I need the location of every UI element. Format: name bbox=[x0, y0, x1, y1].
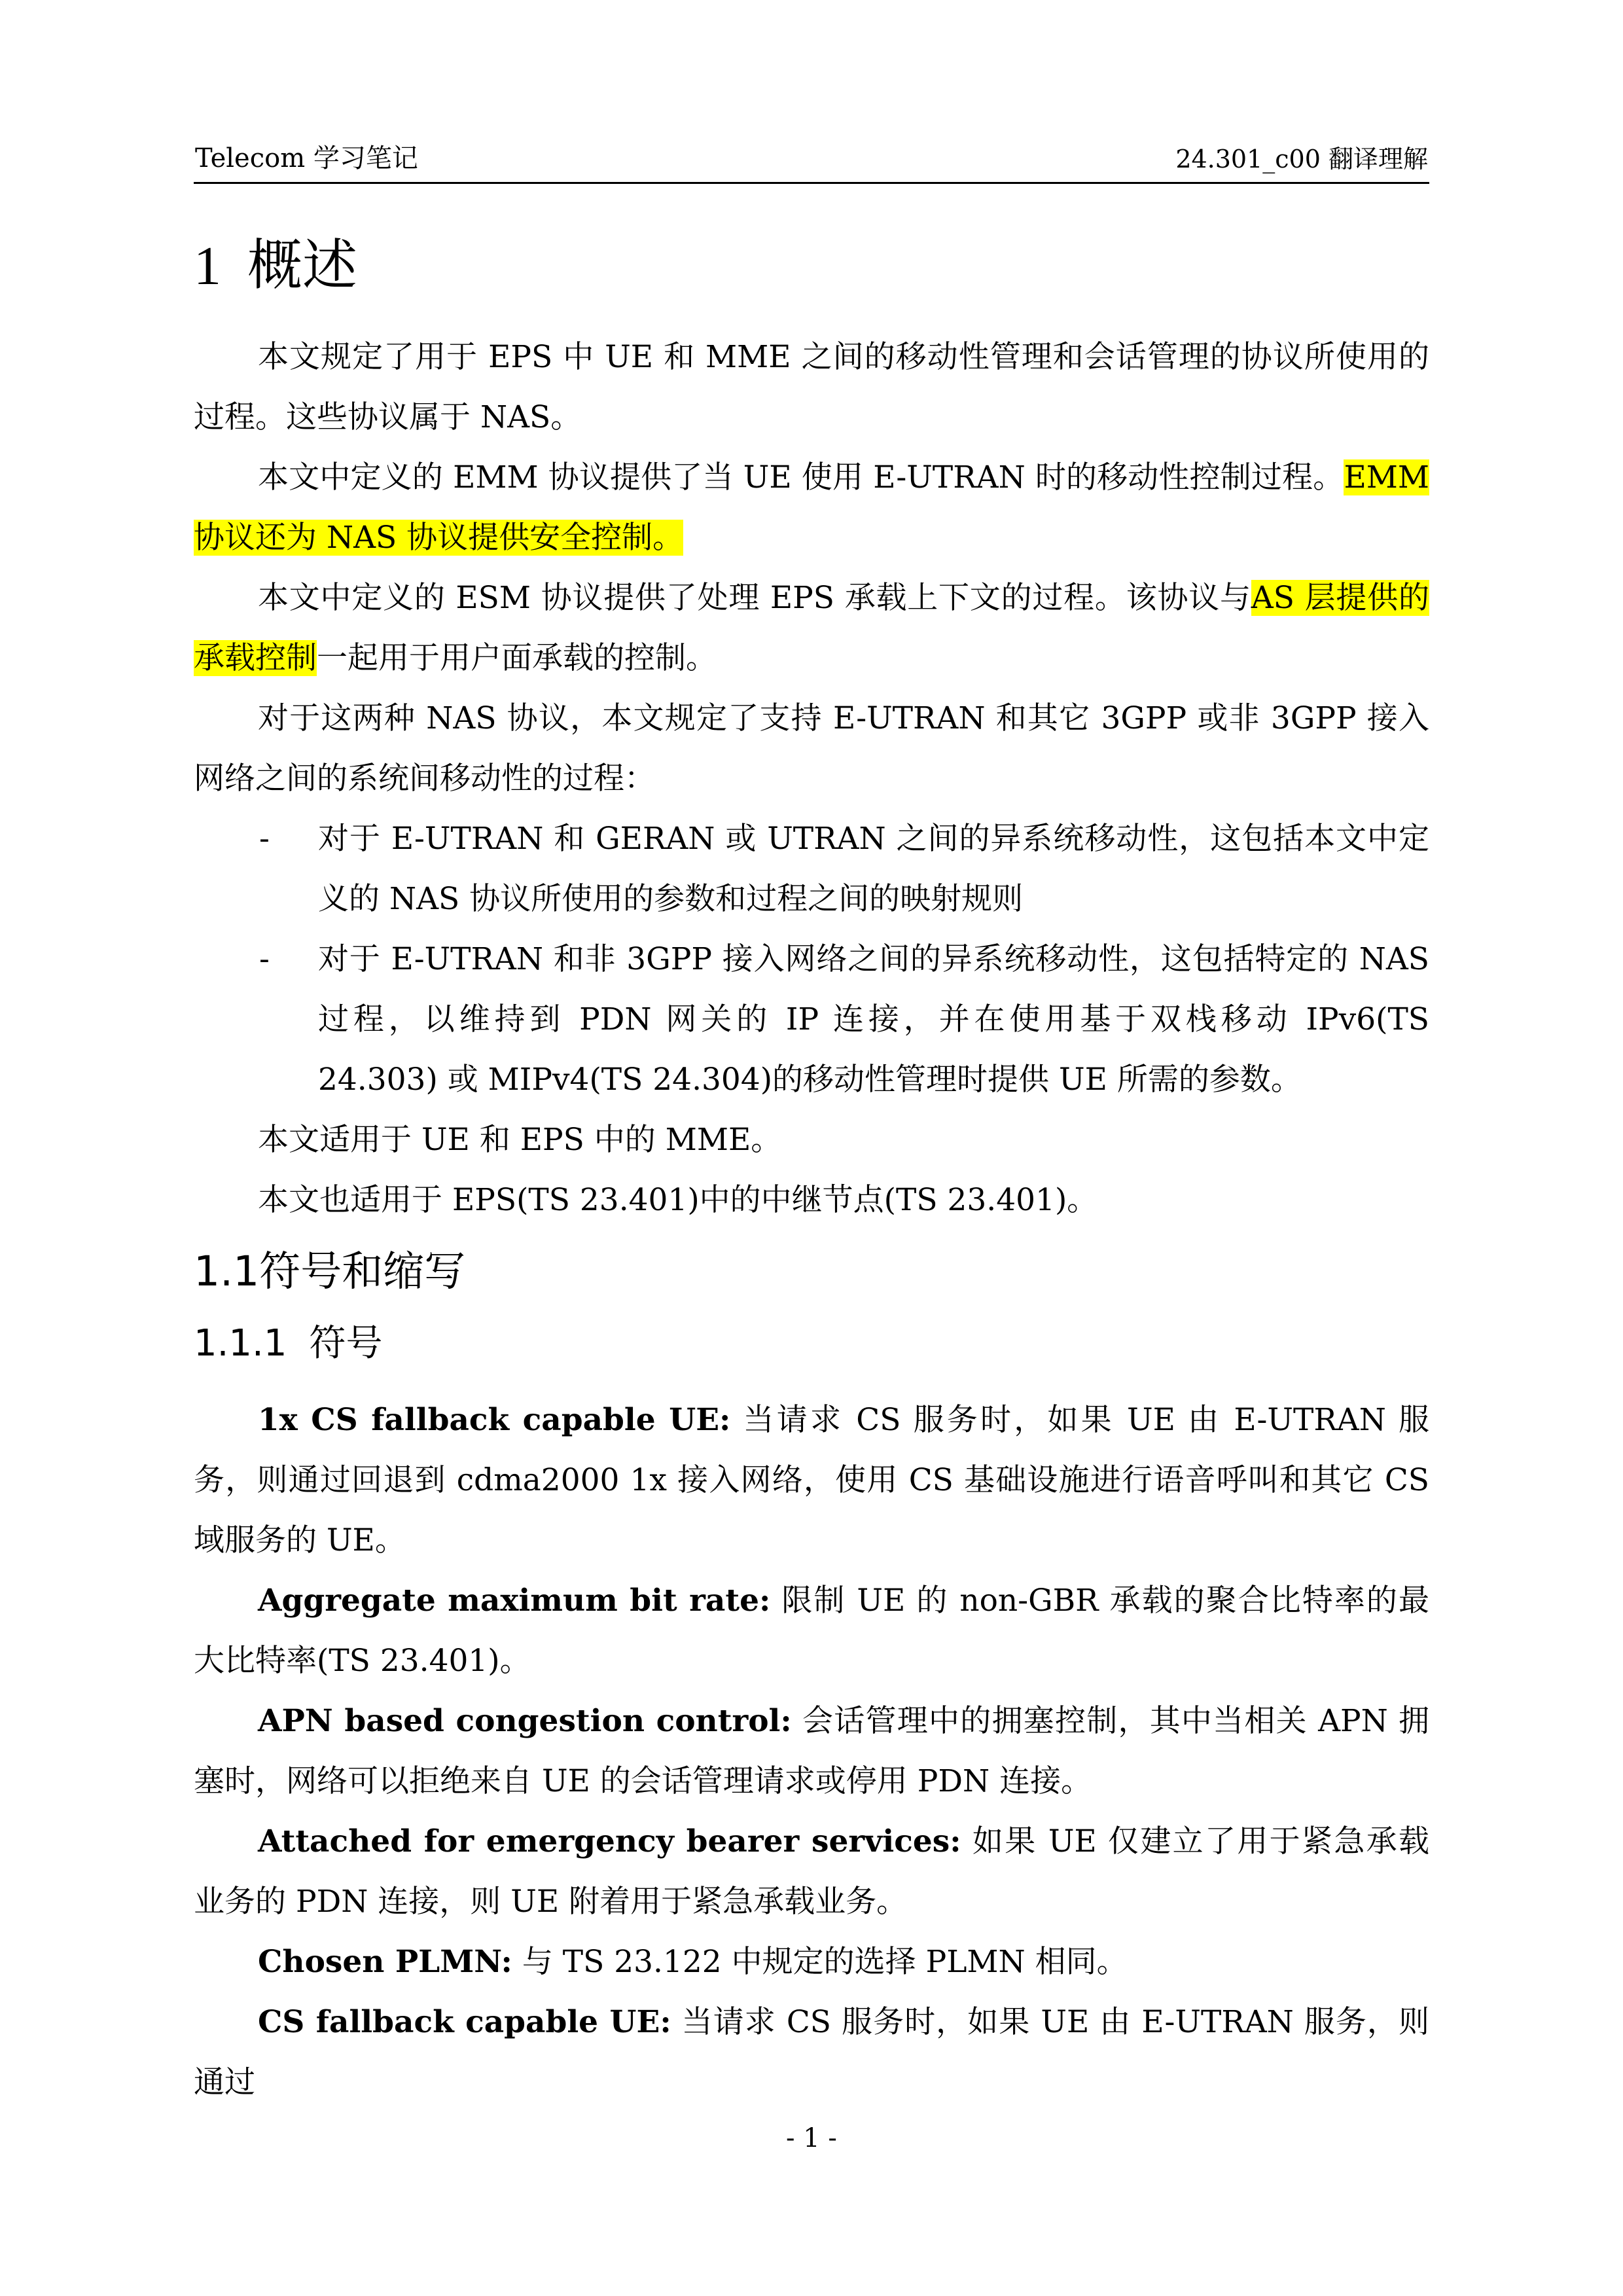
list-item bbox=[194, 809, 1429, 929]
definition-text: 会话管理中的拥塞控制，其中当相关 APN 拥塞时，网络可以拒绝来自 UE 的会话管理请求或停用 PDN 连接。 bbox=[194, 1703, 1429, 1799]
list-item-text: 对于 E-UTRAN 和 GERAN 或 UTRAN 之间的异系统移动性，这包括本文中定义的 NAS 协议所使用的参数和过程之间的映射规则 bbox=[318, 821, 1429, 917]
definition-item bbox=[194, 1691, 1429, 1812]
definition-item bbox=[194, 1812, 1429, 1932]
dash-bullet: - bbox=[259, 821, 270, 857]
section-title: 符号 bbox=[309, 1322, 383, 1365]
definition-term: Attached for emergency bearer services: bbox=[258, 1823, 961, 1859]
page-header bbox=[194, 130, 1429, 184]
list-item bbox=[194, 929, 1429, 1110]
definition-item bbox=[194, 1390, 1429, 1571]
applies-paragraph-1: 本文适用于 UE 和 EPS 中的 MME。 bbox=[258, 1122, 782, 1158]
definition-text: 当请求 CS 服务时，如果 UE 由 E-UTRAN 服务，则通过 bbox=[194, 2004, 1429, 2100]
esm-text-after: 一起用于用户面承载的控制。 bbox=[317, 640, 717, 676]
definition-text: 与 TS 23.122 中规定的选择 PLMN 相同。 bbox=[512, 1944, 1128, 1980]
esm-text-before: 本文中定义的 ESM 协议提供了处理 EPS 承载上下文的过程。该协议与 bbox=[258, 580, 1251, 616]
definition-term: Chosen PLMN: bbox=[258, 1944, 512, 1980]
chapter-heading bbox=[194, 216, 1429, 314]
emm-highlight: EMM 协议还为 NAS 协议提供安全控制。 bbox=[194, 459, 1429, 556]
esm-paragraph bbox=[194, 568, 1429, 689]
definition-term: APN based congestion control: bbox=[258, 1703, 792, 1739]
list-item-text: 对于 E-UTRAN 和非 3GPP 接入网络之间的异系统移动性，这包括特定的 NAS 过程，以维持到 PDN 网关的 IP 连接，并在使用基于双栈移动 IPv6(TS 24.303) 或 MIPv4(TS 24.304)的移动性管理时提供 UE 所需的参数。 bbox=[318, 941, 1429, 1098]
definition-term: CS fallback capable UE: bbox=[258, 2004, 671, 2040]
section-number: 1.1.1 bbox=[194, 1322, 287, 1365]
emm-paragraph bbox=[194, 448, 1429, 568]
dash-bullet: - bbox=[259, 941, 270, 977]
page-number: - 1 - bbox=[786, 2123, 837, 2153]
bullet-list bbox=[194, 809, 1429, 1110]
section-heading-1-1: 1.1符号和缩写 bbox=[194, 1247, 466, 1295]
intersystem-paragraph: 对于这两种 NAS 协议，本文规定了支持 E-UTRAN 和其它 3GPP 或非 3GPP 接入网络之间的系统间移动性的过程： bbox=[194, 700, 1429, 797]
definition-item bbox=[194, 1932, 1429, 1992]
intro-paragraph: 本文规定了用于 EPS 中 UE 和 MME 之间的移动性管理和会话管理的协议所使用的过程。这些协议属于 NAS。 bbox=[194, 339, 1429, 435]
section-heading-1-1-1 bbox=[194, 1308, 1429, 1380]
chapter-number: 1 bbox=[194, 236, 221, 296]
definition-text: 限制 UE 的 non-GBR 承载的聚合比特率的最大比特率(TS 23.401)。 bbox=[194, 1583, 1429, 1679]
chapter-title: 概述 bbox=[247, 233, 358, 297]
esm-highlight: AS 层提供的承载控制 bbox=[194, 580, 1429, 676]
definition-text: 如果 UE 仅建立了用于紧急承载业务的 PDN 连接，则 UE 附着用于紧急承载业务。 bbox=[194, 1823, 1429, 1920]
definition-item bbox=[194, 1571, 1429, 1691]
definition-term: 1x CS fallback capable UE: bbox=[258, 1402, 731, 1438]
header-left-text: Telecom 学习笔记 bbox=[195, 143, 418, 173]
definition-term: Aggregate maximum bit rate: bbox=[258, 1583, 771, 1619]
definition-text: 当请求 CS 服务时，如果 UE 由 E-UTRAN 服务，则通过回退到 cdma2000 1x 接入网络，使用 CS 基础设施进行语音呼叫和其它 CS 域服务的 UE。 bbox=[194, 1402, 1429, 1558]
definition-item bbox=[194, 1992, 1429, 2113]
applies-paragraph-2: 本文也适用于 EPS(TS 23.401)中的中继节点(TS 23.401)。 bbox=[258, 1182, 1098, 1218]
document-body bbox=[194, 216, 1429, 2113]
header-right-text: 24.301_c00 翻译理解 bbox=[1175, 145, 1428, 173]
emm-text: 本文中定义的 EMM 协议提供了当 UE 使用 E-UTRAN 时的移动性控制过程。 bbox=[258, 459, 1344, 495]
